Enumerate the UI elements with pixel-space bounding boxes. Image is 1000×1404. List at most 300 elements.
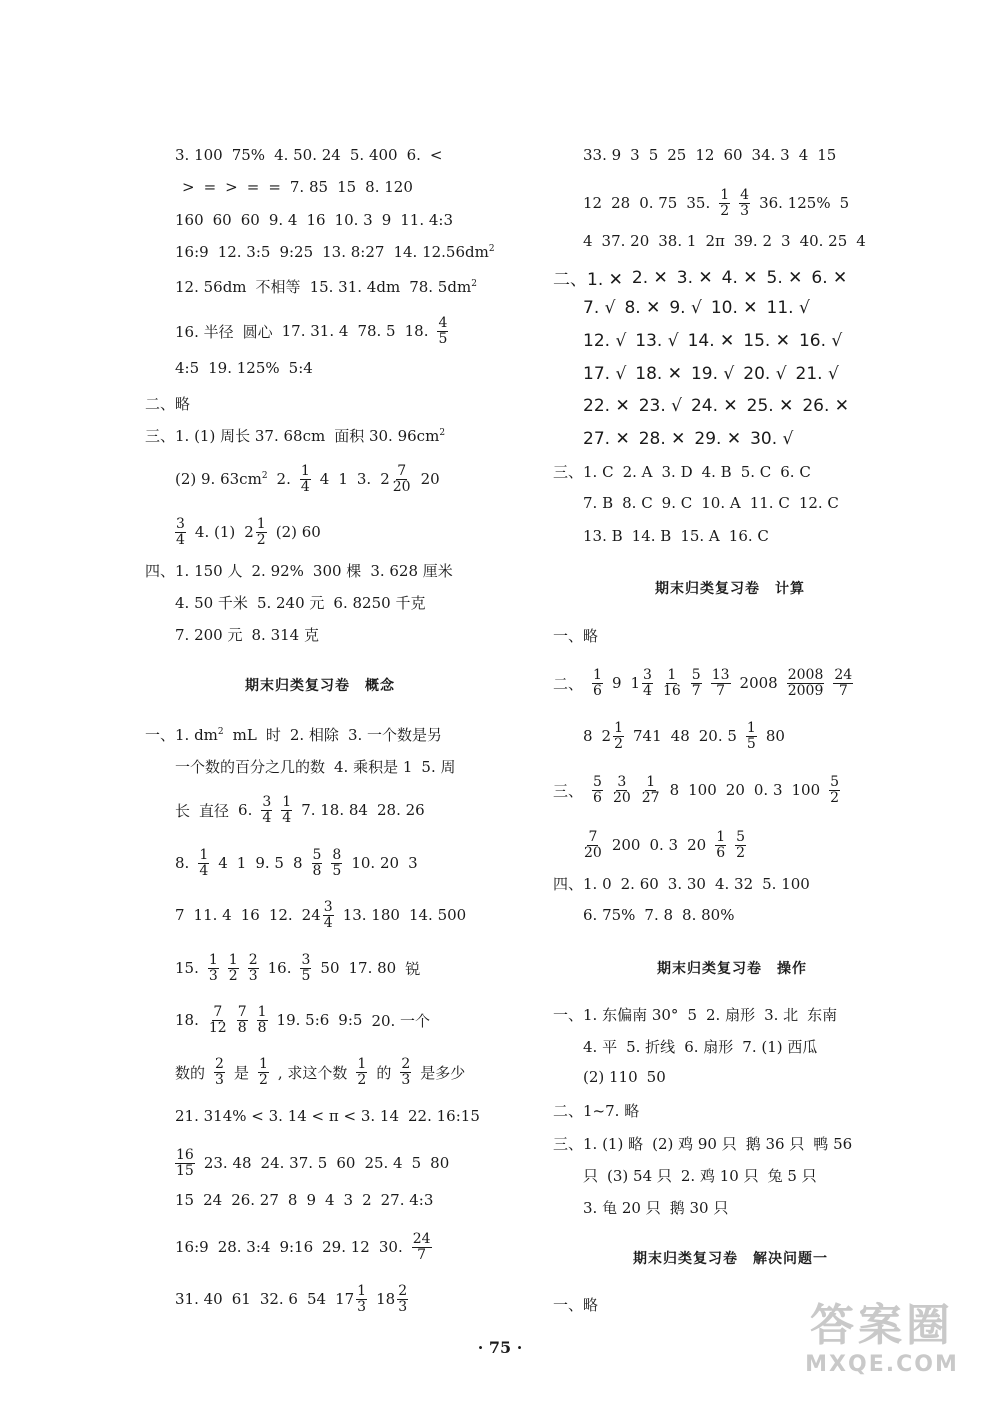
answer-token: 16:9 xyxy=(175,243,209,261)
answer-token: 8. xyxy=(175,854,190,873)
fraction xyxy=(437,316,448,346)
answer-token: 3. 北 xyxy=(764,1006,799,1024)
answer-token: 3 xyxy=(630,146,640,164)
fraction-denominator: 4 xyxy=(199,862,209,879)
answer-token: 2π xyxy=(705,232,725,250)
fraction-denominator: 2 xyxy=(357,1071,367,1088)
answer-line xyxy=(175,1057,474,1087)
answer-token: 兔 5 只 xyxy=(767,1167,817,1185)
answer-token: 27. 4:3 xyxy=(380,1191,434,1209)
answer-token: 50 xyxy=(320,959,340,978)
fraction xyxy=(258,1057,269,1087)
fraction xyxy=(691,668,702,698)
answer-line xyxy=(175,1232,441,1262)
answer-token: 14. B xyxy=(631,527,672,545)
answer-token: 20 xyxy=(420,470,440,489)
fraction-numerator: 5 xyxy=(312,847,322,863)
answer-token: 25. ✕ xyxy=(746,396,794,416)
fraction-denominator: 20 xyxy=(612,789,631,806)
answer-token: 12 xyxy=(695,146,715,164)
answer-token: 22. 16:15 xyxy=(408,1107,480,1125)
fraction-denominator: 4 xyxy=(643,682,652,699)
answer-token: 5:4 xyxy=(288,359,313,377)
answer-line xyxy=(583,721,794,751)
answer-token: 5 xyxy=(687,1005,697,1024)
answer-token: 23. √ xyxy=(638,396,682,416)
answer-token: 14. ✕ xyxy=(687,331,735,351)
fraction-numerator: 1 xyxy=(614,720,624,736)
answer-token: 7 xyxy=(175,906,185,925)
answer-token: 是多少 xyxy=(420,1063,466,1082)
section-heading: 期末归类复习卷 解决问题一 xyxy=(633,1251,828,1267)
answer-token: 36. 125% xyxy=(759,194,831,213)
watermark-url: MXQE.COM xyxy=(805,1352,959,1377)
answer-token: 5. 折线 xyxy=(626,1038,676,1056)
answer-token: 三、 xyxy=(553,781,584,800)
fraction xyxy=(592,775,603,805)
answer-token: 21. 314% < 3. 14 < π < 3. 14 xyxy=(175,1107,400,1125)
answer-token: 15. xyxy=(175,959,199,978)
answer-token: 5. C xyxy=(740,462,772,481)
fraction-numerator: 2 xyxy=(215,1056,224,1072)
answer-token: 100 xyxy=(791,781,821,800)
answer-token: 4. (1) xyxy=(194,523,236,542)
fraction-numerator: 3 xyxy=(323,899,333,915)
answer-line xyxy=(583,232,875,250)
answer-token: 13. B xyxy=(583,527,623,545)
fraction xyxy=(261,795,272,825)
fraction-denominator: 15 xyxy=(176,1162,194,1179)
answer-token: 三、1. C xyxy=(553,463,614,481)
answer-token: 2. 鸡 10 只 xyxy=(680,1167,759,1185)
fraction-denominator: 12 xyxy=(208,1019,227,1036)
answer-token: 26. 27 xyxy=(231,1191,279,1209)
answer-line xyxy=(553,461,820,482)
fraction xyxy=(662,668,682,698)
mixed-whole: 24 xyxy=(301,906,321,925)
fraction-denominator: 2 xyxy=(256,531,266,548)
answer-token: 15 xyxy=(337,178,357,196)
answer-token: 19. 125% xyxy=(208,359,280,377)
fraction xyxy=(237,1005,248,1035)
fraction-denominator: 2 xyxy=(614,735,624,752)
answer-token: 是 xyxy=(233,1063,249,1082)
answer-line xyxy=(175,756,465,777)
answer-line xyxy=(175,276,486,297)
answer-token: 5 xyxy=(648,146,659,164)
answer-token: 13. 8:27 xyxy=(322,243,385,261)
mixed-number xyxy=(335,1284,367,1314)
answer-token: 0. 3 xyxy=(753,781,783,800)
fraction-denominator: 8 xyxy=(237,1019,247,1036)
answer-token: 不相等 xyxy=(255,278,301,296)
answer-token: = xyxy=(268,178,281,196)
answer-token: 28. 26 xyxy=(376,801,425,820)
answer-token: 30. √ xyxy=(750,429,794,449)
answer-token: 100 xyxy=(688,781,717,800)
fraction xyxy=(208,1005,228,1035)
answer-token: 15. A xyxy=(680,527,720,545)
fraction xyxy=(248,953,259,983)
answer-token: 长 xyxy=(175,801,191,820)
answer-line xyxy=(175,795,434,825)
answer-token: 9:5 xyxy=(338,1011,363,1030)
answer-token: 二、略 xyxy=(145,395,191,413)
answer-token: 16. 半径 xyxy=(175,322,234,341)
fraction-numerator: 2 xyxy=(401,1056,411,1072)
fraction xyxy=(300,464,311,494)
fraction xyxy=(356,1057,367,1087)
fraction xyxy=(787,668,825,698)
answer-token: 5. ✕ xyxy=(766,267,803,288)
answer-token: 5. 240 元 xyxy=(256,594,325,612)
answer-token: 5 xyxy=(839,194,850,213)
answer-line xyxy=(553,625,607,646)
answer-token: 4. ✕ xyxy=(721,267,758,288)
fraction-numerator: 13 xyxy=(711,667,730,683)
answer-token: 一、1. $dm^2$ xyxy=(145,726,224,744)
answer-token: (2) 9. $63cm^2$ xyxy=(175,470,268,489)
fraction-denominator: 3 xyxy=(401,1071,411,1088)
answer-line xyxy=(583,188,858,218)
answer-line xyxy=(182,178,422,196)
answer-token: 29. ✕ xyxy=(694,429,742,449)
fraction-numerator: 1 xyxy=(357,1283,367,1299)
answer-token: 50 xyxy=(646,1068,666,1086)
fraction xyxy=(208,953,219,983)
answer-token: 4 xyxy=(583,232,593,250)
answer-token: 只 xyxy=(583,1167,599,1185)
fraction-denominator: 6 xyxy=(593,789,602,806)
answer-token: 二、1. ✕ xyxy=(553,270,623,290)
answer-token: 9 xyxy=(611,674,622,693)
answer-token: 4:5 xyxy=(175,359,200,377)
answer-token: 61 xyxy=(231,1290,251,1309)
answer-token: (2) 110 xyxy=(583,1068,638,1086)
answer-token: 4 xyxy=(856,232,866,250)
answer-token: 19. 5:6 xyxy=(276,1011,330,1030)
answer-token: 26. ✕ xyxy=(802,396,850,416)
answer-token: 6. 扇形 xyxy=(684,1038,734,1056)
answer-token: 4. 50. 24 xyxy=(274,146,341,164)
answer-token: 2. A xyxy=(622,462,653,481)
answer-token: 8 xyxy=(583,727,593,746)
answer-token: 2. 92% xyxy=(251,561,304,580)
answer-token: 3. 30 xyxy=(667,874,706,893)
answer-token: 3. 龟 20 只 xyxy=(583,1199,661,1217)
answer-token: 三、1. (1) 周长 37. 68cm xyxy=(145,427,326,445)
answer-token: 三、1. (1) 略 xyxy=(553,1135,644,1153)
answer-token: 3. 628 厘米 xyxy=(370,562,453,580)
answer-token: 24. 37. 5 xyxy=(260,1154,328,1173)
answer-token: 4. 乘积是 1 xyxy=(334,758,413,776)
answer-token: 3 xyxy=(408,854,418,873)
mixed-whole: 2 xyxy=(244,523,254,542)
fraction-denominator: 20 xyxy=(584,844,602,861)
answer-line xyxy=(583,494,848,512)
answer-token: 0. 3 xyxy=(649,836,679,855)
mixed-whole: 1 xyxy=(630,674,641,693)
fraction-denominator: 3 xyxy=(398,1298,408,1315)
fraction xyxy=(214,1057,225,1087)
answer-token: 的 xyxy=(376,1063,392,1082)
fraction-numerator: 1 xyxy=(282,794,292,810)
fraction-denominator: 7 xyxy=(838,682,848,699)
fraction xyxy=(719,188,730,218)
answer-token: 60 xyxy=(723,146,743,164)
answer-token: 9 xyxy=(306,1191,316,1209)
answer-token: 200 xyxy=(611,836,641,855)
answer-token: 6. xyxy=(406,146,421,164)
fraction-denominator: 20 xyxy=(392,478,411,495)
answer-token: 7. 18. 84 xyxy=(301,801,368,820)
answer-token: 1 xyxy=(236,854,247,873)
answer-token: 17. 31. 4 xyxy=(281,322,349,341)
answer-token: 8. 120 xyxy=(365,178,413,196)
answer-token: 鹅 36 只 xyxy=(745,1135,805,1153)
fraction xyxy=(175,1148,195,1178)
fraction xyxy=(198,848,209,878)
answer-line xyxy=(553,873,819,894)
answer-token: 10. ✕ xyxy=(710,298,758,318)
fraction-numerator: 7 xyxy=(397,463,407,479)
answer-token: = xyxy=(203,178,217,196)
fraction-denominator: 27 xyxy=(641,789,660,806)
fraction-denominator: 5 xyxy=(438,330,448,347)
answer-line xyxy=(175,900,475,930)
fraction-numerator: 2 xyxy=(398,1283,408,1299)
answer-line xyxy=(583,429,802,449)
answer-token: 7. B xyxy=(583,494,614,512)
answer-token: 8 xyxy=(287,1191,298,1209)
answer-token: 5 xyxy=(411,1154,422,1173)
fraction xyxy=(735,830,746,860)
answer-line xyxy=(175,243,504,261)
answer-token: 二、1~7. 略 xyxy=(553,1102,640,1120)
fraction xyxy=(613,721,624,751)
fraction-denominator: 4 xyxy=(323,914,333,931)
answer-token: 20. 5 xyxy=(698,727,737,746)
fraction-numerator: 8 xyxy=(332,847,342,863)
answer-token: 28. 3:4 xyxy=(217,1238,271,1257)
answer-token: 0. 75 xyxy=(639,194,678,213)
answer-token: 3. 一个数是另 xyxy=(347,726,443,744)
answer-line xyxy=(175,848,427,878)
answer-token: 时 xyxy=(265,726,281,744)
answer-token: 35. xyxy=(686,194,711,213)
answer-token: 54 xyxy=(306,1290,327,1309)
fraction xyxy=(175,517,186,547)
answer-token: 鸭 56 xyxy=(813,1135,853,1153)
fraction-denominator: 4 xyxy=(282,809,292,826)
answer-token: 圆心 xyxy=(242,322,273,341)
answer-token: 38. 1 xyxy=(658,232,697,250)
fraction-denominator: 5 xyxy=(332,862,342,879)
answer-token: 7. (1) 西瓜 xyxy=(742,1038,818,1056)
answer-token: 2. ✕ xyxy=(631,267,668,288)
answer-line xyxy=(175,953,429,983)
fraction xyxy=(412,1232,432,1262)
answer-token: 20. √ xyxy=(743,364,787,384)
answer-token: 75% xyxy=(231,146,266,164)
answer-token: 2. 60 xyxy=(620,874,659,893)
answer-token: 18. xyxy=(175,1011,199,1030)
answer-token: 13. √ xyxy=(635,331,679,351)
answer-token: 16. C xyxy=(728,527,769,545)
answer-token: < xyxy=(429,146,443,164)
fraction xyxy=(256,517,267,547)
fraction-numerator: 24 xyxy=(834,667,853,683)
answer-token: 16. √ xyxy=(798,331,843,351)
answer-line xyxy=(553,1100,648,1121)
answer-token: 78. 5 xyxy=(357,322,396,341)
fraction-numerator: 1 xyxy=(667,667,677,683)
answer-token: 60 xyxy=(240,211,260,229)
answer-line xyxy=(553,775,849,805)
section-heading: 期末归类复习卷 计算 xyxy=(655,581,805,597)
answer-token: = xyxy=(246,178,260,196)
answer-line xyxy=(583,1068,675,1086)
answer-token: (3) 54 只 xyxy=(607,1167,672,1185)
answer-token: , 求这个数 xyxy=(277,1063,348,1082)
fraction xyxy=(312,848,323,878)
fraction-numerator: 7 xyxy=(588,829,598,845)
answer-token: 24. ✕ xyxy=(690,396,738,416)
answer-line xyxy=(175,211,462,229)
answer-token: 5. 100 xyxy=(762,874,810,893)
answer-line xyxy=(583,146,845,164)
answer-token: 28 xyxy=(611,194,631,213)
answer-token: 3. xyxy=(356,470,372,489)
fraction xyxy=(300,953,311,983)
answer-token: 1 xyxy=(338,470,348,489)
answer-token: 300 棵 xyxy=(312,562,362,580)
answer-token: 东南 xyxy=(807,1006,838,1024)
fraction-numerator: 1 xyxy=(357,1056,367,1072)
answer-token: 4. B xyxy=(701,462,732,481)
fraction-denominator: 6 xyxy=(716,844,726,861)
answer-token: 11. 4 xyxy=(193,906,232,925)
fraction-numerator: 1 xyxy=(258,1056,268,1072)
fraction xyxy=(715,830,726,860)
answer-token: 9:16 xyxy=(279,1238,314,1257)
answer-token: 19. √ xyxy=(690,364,735,384)
answer-line xyxy=(175,624,328,645)
answer-line xyxy=(175,1148,458,1178)
fraction-denominator: 5 xyxy=(746,735,756,752)
fraction-denominator: 7 xyxy=(691,682,701,699)
answer-token: 22. ✕ xyxy=(583,396,630,416)
answer-token: 7. 8 xyxy=(644,906,674,924)
fraction-numerator: 3 xyxy=(262,794,272,810)
answer-token: 鹅 30 只 xyxy=(669,1199,729,1217)
answer-token: 二、 xyxy=(553,674,584,693)
page-number: · 75 · xyxy=(477,1338,523,1357)
answer-token: 80 xyxy=(765,727,785,746)
answer-line xyxy=(175,1107,489,1125)
fraction-numerator: 4 xyxy=(740,187,750,203)
answer-line xyxy=(553,1004,846,1025)
answer-token: 面积 30. $96cm^2$ xyxy=(334,427,446,445)
answer-token: 31. 40 xyxy=(175,1290,223,1309)
fraction-numerator: 7 xyxy=(213,1004,223,1020)
answer-line xyxy=(583,830,755,860)
answer-token: 60 xyxy=(212,211,232,229)
answer-token: 17. 80 xyxy=(348,959,397,978)
answer-token: 四、1. 150 人 xyxy=(145,562,243,580)
answer-line xyxy=(175,592,434,613)
fraction-denominator: 2 xyxy=(258,1071,268,1088)
fraction-denominator: 8 xyxy=(257,1019,267,1036)
answer-token: 一个数的百分之几的数 xyxy=(175,758,326,776)
answer-token: 7. 200 元 xyxy=(175,626,243,644)
answer-line xyxy=(583,906,743,924)
answer-line xyxy=(145,560,462,581)
fraction-numerator: 1 xyxy=(646,774,656,790)
fraction xyxy=(583,830,603,860)
answer-token: 15. ✕ xyxy=(743,331,790,351)
mixed-number xyxy=(380,464,411,494)
fraction xyxy=(392,464,412,494)
fraction-denominator: 7 xyxy=(716,682,726,699)
fraction xyxy=(612,775,632,805)
mixed-whole: 2 xyxy=(380,470,390,489)
answer-token: 21. √ xyxy=(795,364,839,384)
answer-token: 16 xyxy=(306,211,326,229)
answer-token: (2) 60 xyxy=(275,523,321,542)
answer-token: 10. 3 xyxy=(334,211,373,229)
answer-token: 12. xyxy=(268,906,293,925)
answer-token: 6. ✕ xyxy=(811,267,848,288)
answer-token: 15 xyxy=(817,146,837,164)
answer-token: 6. C xyxy=(780,462,811,481)
fraction-denominator: 3 xyxy=(357,1298,367,1315)
fraction-denominator: 2 xyxy=(228,967,238,984)
answer-token: 9. 5 xyxy=(255,854,284,873)
fraction-numerator: 2 xyxy=(248,952,258,968)
section-heading: 期末归类复习卷 操作 xyxy=(657,961,807,977)
fraction-denominator: 3 xyxy=(215,1071,224,1088)
answer-token: 12 xyxy=(583,194,603,213)
answer-line xyxy=(583,396,858,416)
answer-token: 13. 180 xyxy=(342,906,400,925)
answer-token: 16. xyxy=(267,959,292,978)
answer-token: 80 xyxy=(430,1154,450,1173)
answer-token: 28. ✕ xyxy=(638,429,686,449)
answer-token: 27. ✕ xyxy=(583,429,630,449)
fraction xyxy=(281,795,292,825)
fraction-numerator: 1 xyxy=(257,1004,267,1020)
fraction-numerator: 4 xyxy=(438,315,448,331)
answer-token: 34. 3 xyxy=(751,146,790,164)
mixed-number xyxy=(630,668,652,698)
answer-token: 25 xyxy=(667,146,687,164)
fraction-numerator: 1 xyxy=(593,667,602,683)
answer-token: 4. 平 xyxy=(583,1038,618,1056)
answer-token: 锐 xyxy=(405,959,421,978)
answer-token: 9 xyxy=(381,211,392,229)
answer-line xyxy=(583,1197,737,1218)
fraction xyxy=(642,668,653,698)
answer-line xyxy=(583,1036,826,1057)
answer-token: 3. ✕ xyxy=(676,267,713,288)
fraction xyxy=(592,668,603,698)
answer-token: 8. 80% xyxy=(682,906,735,924)
answer-line xyxy=(553,1133,861,1154)
fraction xyxy=(829,775,840,805)
fraction xyxy=(397,1284,408,1314)
fraction-numerator: 1 xyxy=(746,720,756,736)
